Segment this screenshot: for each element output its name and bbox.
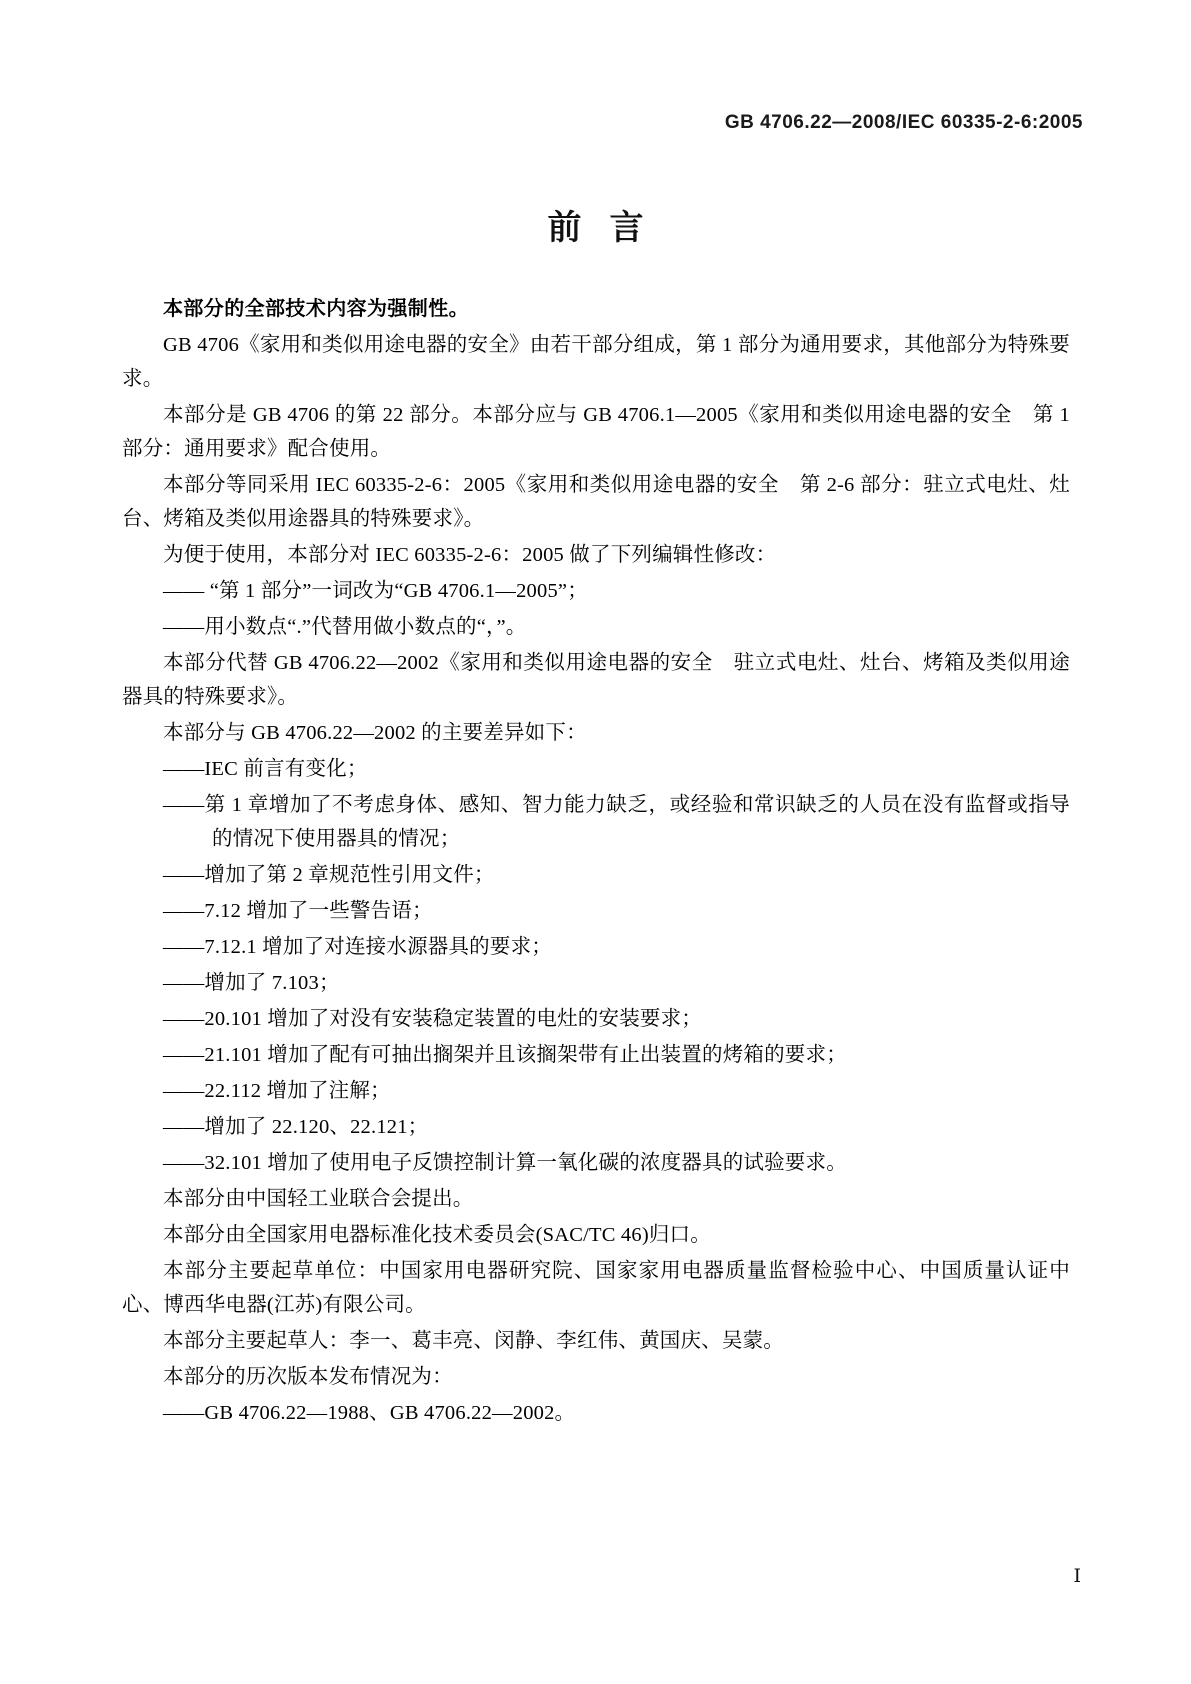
foreword-body <box>122 292 1070 1432</box>
paragraph-custodian: 本部分由全国家用电器标准化技术委员会(SAC/TC 46)归口。 <box>163 1224 711 1246</box>
paragraph-scope: GB 4706《家用和类似用途电器的安全》由若干部分组成，第 1 部分为通用要求，其他部分为特殊要求。 <box>122 334 1070 390</box>
difference-item: ——增加了 7.103； <box>163 972 340 994</box>
paragraph-replacement: 本部分代替 GB 4706.22—2002《家用和类似用途电器的安全 驻立式电灶、灶台、烤箱及类似用途器具的特殊要求》。 <box>122 652 1070 708</box>
difference-item: ——第 1 章增加了不考虑身体、感知、智力能力缺乏，或经验和常识缺乏的人员在没有监督或指导的情况下使用器具的情况； <box>163 794 1070 850</box>
paragraph-editions-intro: 本部分的历次版本发布情况为： <box>163 1366 453 1388</box>
difference-item: ——7.12 增加了一些警告语； <box>163 900 433 922</box>
page-header-standard-code: GB 4706.22—2008/IEC 60335-2-6:2005 <box>724 112 1083 133</box>
difference-item: ——增加了第 2 章规范性引用文件； <box>163 864 495 886</box>
difference-item: ——22.112 增加了注解； <box>163 1080 391 1102</box>
difference-item: ——增加了 22.120、22.121； <box>163 1116 429 1138</box>
paragraph-drafters: 本部分主要起草人：李一、葛丰亮、闵静、李红伟、黄国庆、吴蒙。 <box>163 1330 784 1352</box>
difference-item: ——IEC 前言有变化； <box>163 758 368 780</box>
editorial-item: —— “第 1 部分”一词改为“GB 4706.1—2005”； <box>163 580 588 602</box>
difference-item: ——32.101 增加了使用电子反馈控制计算一氧化碳的浓度器具的试验要求。 <box>163 1152 847 1174</box>
page-title: 前言 <box>547 209 672 247</box>
paragraph-proposer: 本部分由中国轻工业联合会提出。 <box>163 1188 474 1210</box>
paragraph-editorial-intro: 为便于使用，本部分对 IEC 60335-2-6：2005 做了下列编辑性修改： <box>163 544 777 566</box>
difference-item: ——21.101 增加了配有可抽出搁架并且该搁架带有止出装置的烤箱的要求； <box>163 1044 847 1066</box>
paragraph-drafting-units: 本部分主要起草单位：中国家用电器研究院、国家家用电器质量监督检验中心、中国质量认证中心、博西华电器(江苏)有限公司。 <box>122 1260 1070 1316</box>
paragraph-iec-adoption: 本部分等同采用 IEC 60335-2-6：2005《家用和类似用途电器的安全 第 2-6 部分：驻立式电灶、灶台、烤箱及类似用途器具的特殊要求》。 <box>122 474 1070 530</box>
editorial-item: ——用小数点“.”代替用做小数点的“，”。 <box>163 616 527 638</box>
difference-item: ——20.101 增加了对没有安装稳定装置的电灶的安装要求； <box>163 1008 702 1030</box>
paragraph-differences-intro: 本部分与 GB 4706.22—2002 的主要差异如下： <box>163 722 587 744</box>
paragraph-part-relation: 本部分是 GB 4706 的第 22 部分。本部分应与 GB 4706.1—2005《家用和类似用途电器的安全 第 1 部分：通用要求》配合使用。 <box>122 404 1070 460</box>
difference-item: ——7.12.1 增加了对连接水源器具的要求； <box>163 936 552 958</box>
edition-item: ——GB 4706.22—1988、GB 4706.22—2002。 <box>163 1402 576 1424</box>
mandatory-note: 本部分的全部技术内容为强制性。 <box>163 298 469 320</box>
page-number: Ⅰ <box>1073 1566 1081 1587</box>
